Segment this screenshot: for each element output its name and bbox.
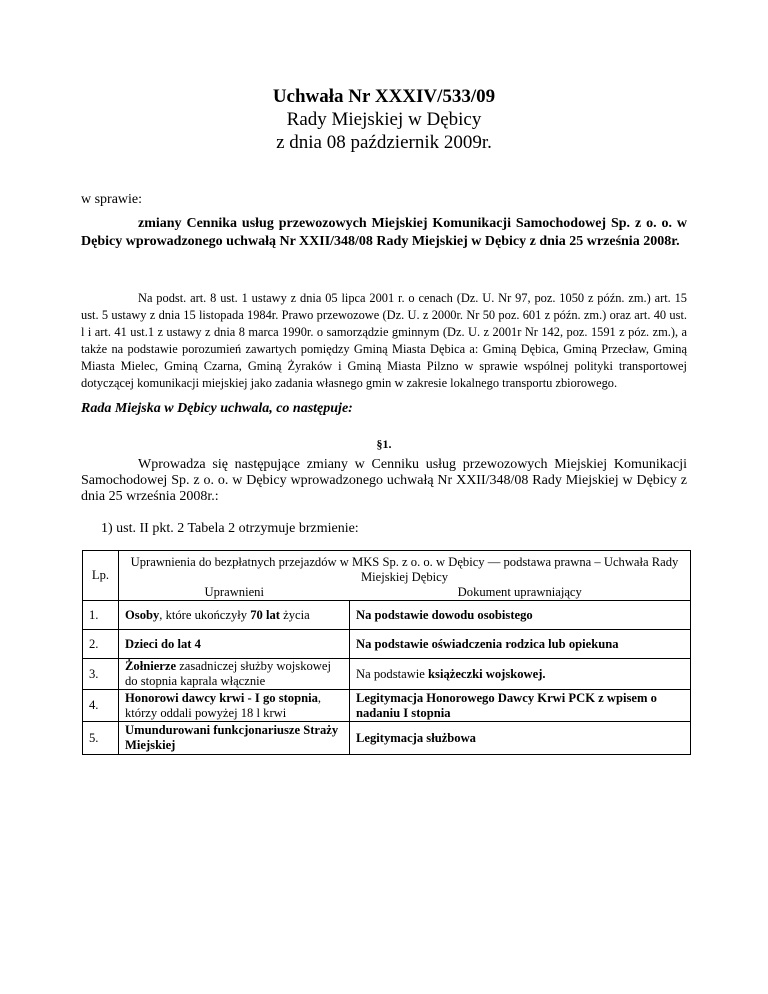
table-row [83,601,691,630]
row-number: 3. [83,659,119,690]
row-document: Legitymacja Honorowego Dawcy Krwi PCK z wpisem o nadaniu I stopnia [350,690,691,722]
row-entitled: Honorowi dawcy krwi - I go stopnia, którzy oddali powyżej 18 l krwi [119,690,350,722]
table-row [83,690,691,722]
row-entitled: Osoby, które ukończyły 70 lat życia [119,601,350,630]
row-document: Na podstawie dowodu osobistego [350,601,691,630]
row-entitled: Żołnierze zasadniczej służby wojskowej do stopnia kaprala włącznie [119,659,350,690]
table-row [83,659,691,690]
lp-header: Lp. [83,551,119,601]
row-number: 5. [83,722,119,755]
intro-paragraph: Wprowadza się następujące zmiany w Cenniku usług przewozowych Miejskiej Komunikacji Samochodowej Sp. z o. o. w Dębicy wprowadzonego uchwałą Nr XXII/348/08 Rady Miejskiej w Dębicy z dnia 25 września 2008r.: [81,457,687,504]
entitlements-table [82,550,691,755]
row-document: Legitymacja służbowa [350,722,691,755]
subject-text: zmiany Cennika usług przewozowych Miejskiej Komunikacji Samochodowej Sp. z o. o. w Dębicy wprowadzonego uchwałą Nr XXII/348/08 Rady Miejskiej w Dębicy z dnia 25 września 2008r. [81,216,687,249]
table-header-row [83,551,691,586]
table-row [83,630,691,659]
table-row [83,722,691,755]
subject-label: w sprawie: [81,192,143,207]
row-number: 1. [83,601,119,630]
title-block [0,85,768,154]
date-line: z dnia 08 październik 2009r. [276,132,492,153]
row-document: Na podstawie książeczki wojskowej. [350,659,691,690]
row-number: 2. [83,630,119,659]
issuer-line: Rady Miejskiej w Dębicy [286,109,482,130]
row-document: Na podstawie oświadczenia rodzica lub opiekuna [350,630,691,659]
section-sign: §1. [376,437,392,451]
col-document-header: Dokument uprawniający [350,585,691,601]
resolution-line: Rada Miejska w Dębicy uchwala, co następuje: [81,401,353,416]
col-entitled-header: Uprawnieni [119,585,350,601]
resolution-title: Uchwała Nr XXXIV/533/09 [272,86,496,107]
row-number: 4. [83,690,119,722]
point-1: 1) ust. II pkt. 2 Tabela 2 otrzymuje brzmienie: [101,521,359,536]
row-entitled: Umundurowani funkcjonariusze Straży Miejskiej [119,722,350,755]
table-title: Uprawnienia do bezpłatnych przejazdów w MKS Sp. z o. o. w Dębicy — podstawa prawna – Uchwała Rady Miejskiej Dębicy [119,551,691,586]
table-subheader-row [83,585,691,601]
row-entitled: Dzieci do lat 4 [119,630,350,659]
legal-basis: Na podst. art. 8 ust. 1 ustawy z dnia 05 lipca 2001 r. o cenach (Dz. U. Nr 97, poz. 1050 z późn. zm.) art. 15 ust. 5 ustawy z dnia 15 listopada 1984r. Prawo przewozowe (Dz. U. z 2000r. Nr 50 poz. 601 z późn. zm.) oraz art. 40 ust. l i art. 41 ust.1 z ustawy z dnia 8 marca 1990r. o samorządzie gminnym (Dz. U. z 2001r Nr 142, poz. 1591 z póz. zm.), a także na podstawie porozumień zawartych pomiędzy Gminą Miasta Dębica a: Gminą Dębica, Gminą Przecław, Gminą Miasta Mielec, Gminą Czarna, Gminą Żyraków i Gminą Miasta Pilzno w sprawie wspólnej polityki transportowej dotyczącej komunikacji miejskiej jako zadania własnego gmin w zakresie lokalnego transportu zbiorowego. [81,291,687,390]
